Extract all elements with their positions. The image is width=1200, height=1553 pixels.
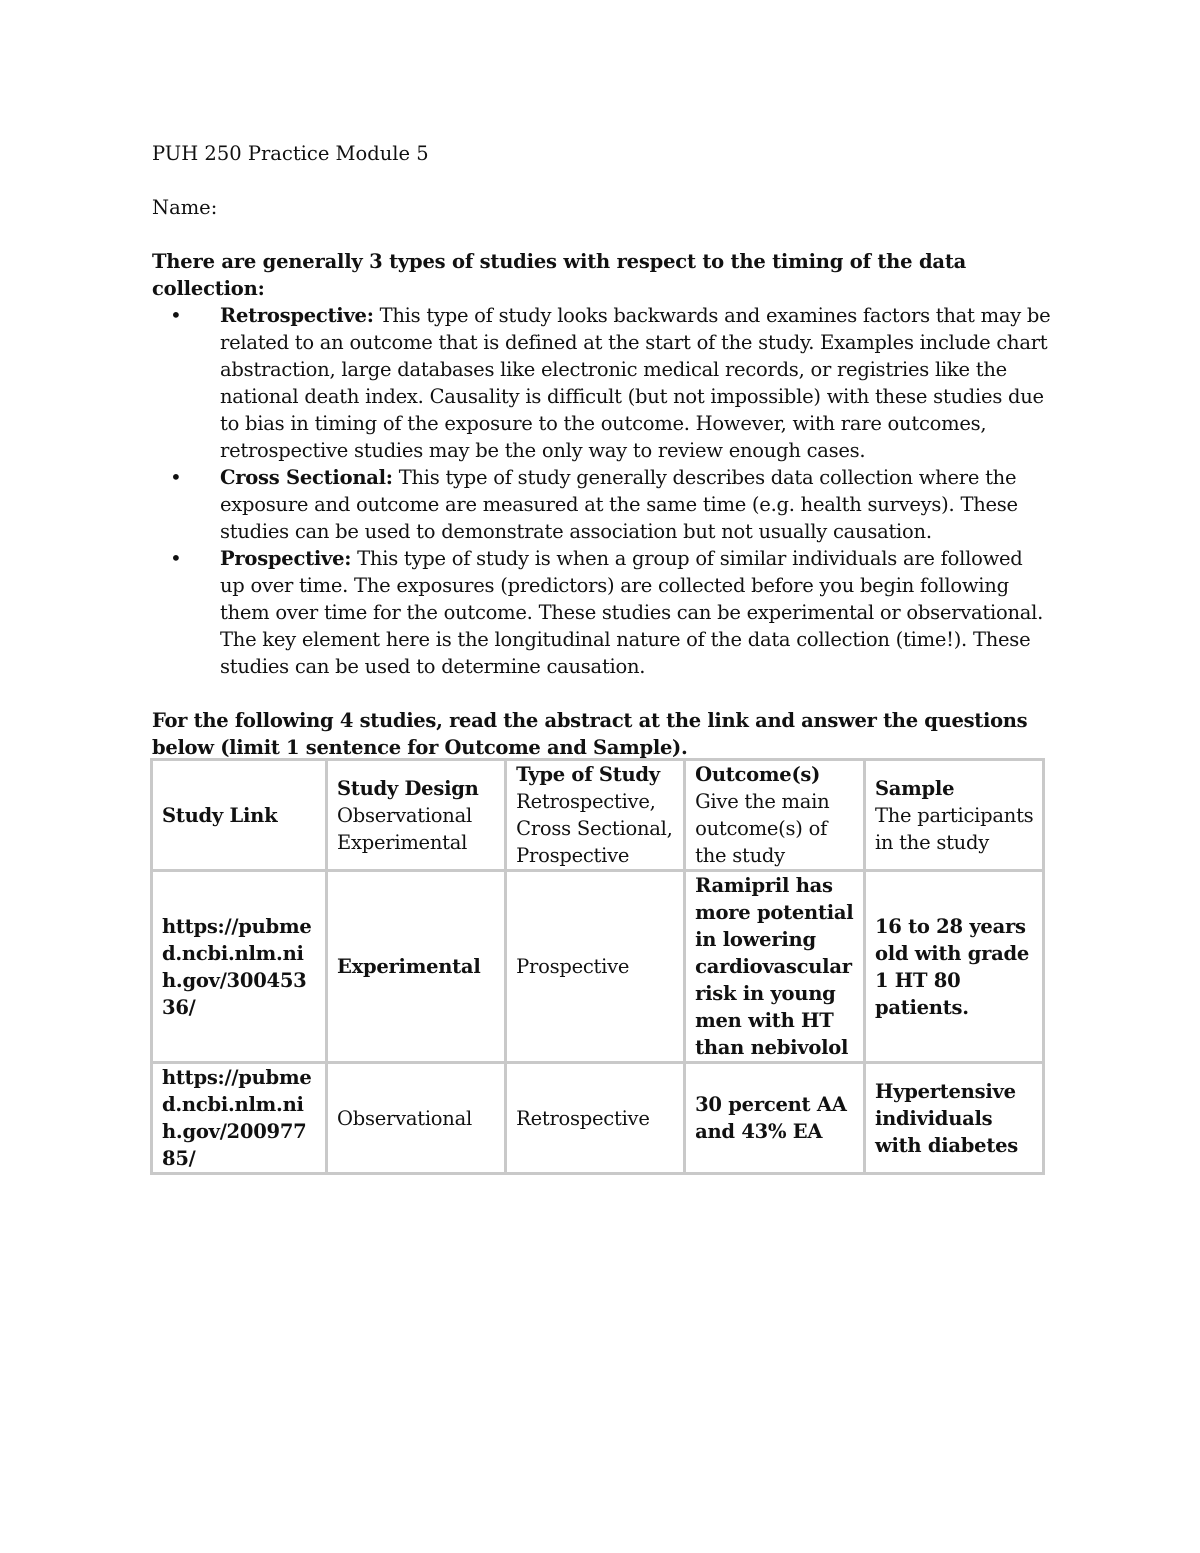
header-hint: Cross Sectional, [516,817,673,840]
study-link[interactable]: https://pubmed.ncbi.nlm.nih.gov/20097785/ [162,1066,312,1170]
header-hint: Give the main [695,790,830,813]
header-hint: the study [695,844,785,867]
cell-type-of-study: Retrospective [506,1063,685,1174]
cell-study-design: Experimental [327,871,506,1063]
header-outcomes [685,760,865,871]
study-type-description: This type of study is when a group of similar individuals are followed up over time. The exposures (predictors) are collected before you begin following them over time for the outcome. These studies can be experimental or observational. The key element here is the longitudinal nature of the data collection (time!). These studies can be used to determine causation. [220,547,1044,678]
bullet-icon: • [170,546,182,570]
study-type-description: This type of study generally describes data collection where the exposure and outcome are measured at the same time (e.g. health surveys). These studies can be used to demonstrate association but not usually causation. [220,466,1018,543]
study-type-description: This type of study looks backwards and examines factors that may be related to an outcome that is defined at the start of the study. Examples include chart abstraction, large databases like electronic medical records, or registries like the national death index. Causality is difficult (but not impossible) with these studies due to bias in timing of the exposure to the outcome. However, with rare outcomes, retrospective studies may be the only way to review enough cases. [220,304,1051,462]
study-type-term: Prospective: [220,547,352,570]
study-type-cross-sectional [152,464,1052,545]
cell-sample: 16 to 28 years old with grade 1 HT 80 patients. [864,871,1043,1063]
cell-sample: Hypertensive individuals with diabetes [864,1063,1043,1174]
header-title: Type of Study [516,763,660,786]
instructions: For the following 4 studies, read the abstract at the link and answer the questions below (limit 1 sentence for Outcome and Sample). [152,709,1028,759]
header-title: Sample [874,776,955,800]
study-types-list [152,302,1052,680]
cell-outcome: Ramipril has more potential in lowering cardiovascular risk in young men with HT than nebivolol [685,871,865,1063]
document-body [152,140,1052,761]
bullet-icon: • [170,465,182,489]
study-type-retrospective [152,302,1052,464]
table-header-row [152,760,1044,871]
header-hint: Retrospective, [516,790,656,813]
bullet-icon: • [170,303,182,327]
table-row [152,871,1044,1063]
header-hint: The participants [874,803,1034,827]
cell-study-design: Observational [327,1063,506,1174]
cell-outcome: 30 percent AA and 43% EA [685,1063,865,1174]
study-type-term: Cross Sectional: [220,466,393,489]
header-title: Study Link [162,803,278,827]
header-hint: in the study [874,830,989,854]
study-link[interactable]: https://pubmed.ncbi.nlm.nih.gov/30045336/ [162,914,312,1019]
header-sample [864,760,1043,871]
header-hint: Prospective [516,844,630,867]
cell-study-link [152,1063,327,1174]
header-title: Study Design [337,776,479,800]
cell-study-link [152,871,327,1063]
studies-table [150,758,1045,1175]
name-label: Name: [152,196,218,219]
header-type-of-study [506,760,685,871]
table-row [152,1063,1044,1174]
header-study-link [152,760,327,871]
header-hint: Observational [337,803,472,827]
header-hint: outcome(s) of [695,817,828,840]
header-study-design [327,760,506,871]
document-title: PUH 250 Practice Module 5 [152,142,429,165]
cell-type-of-study: Prospective [506,871,685,1063]
header-title: Outcome(s) [695,763,821,786]
study-type-prospective [152,545,1052,680]
header-hint: Experimental [337,830,468,854]
intro-heading: There are generally 3 types of studies with respect to the timing of the data collection: [152,250,967,300]
study-type-term: Retrospective: [220,304,374,327]
